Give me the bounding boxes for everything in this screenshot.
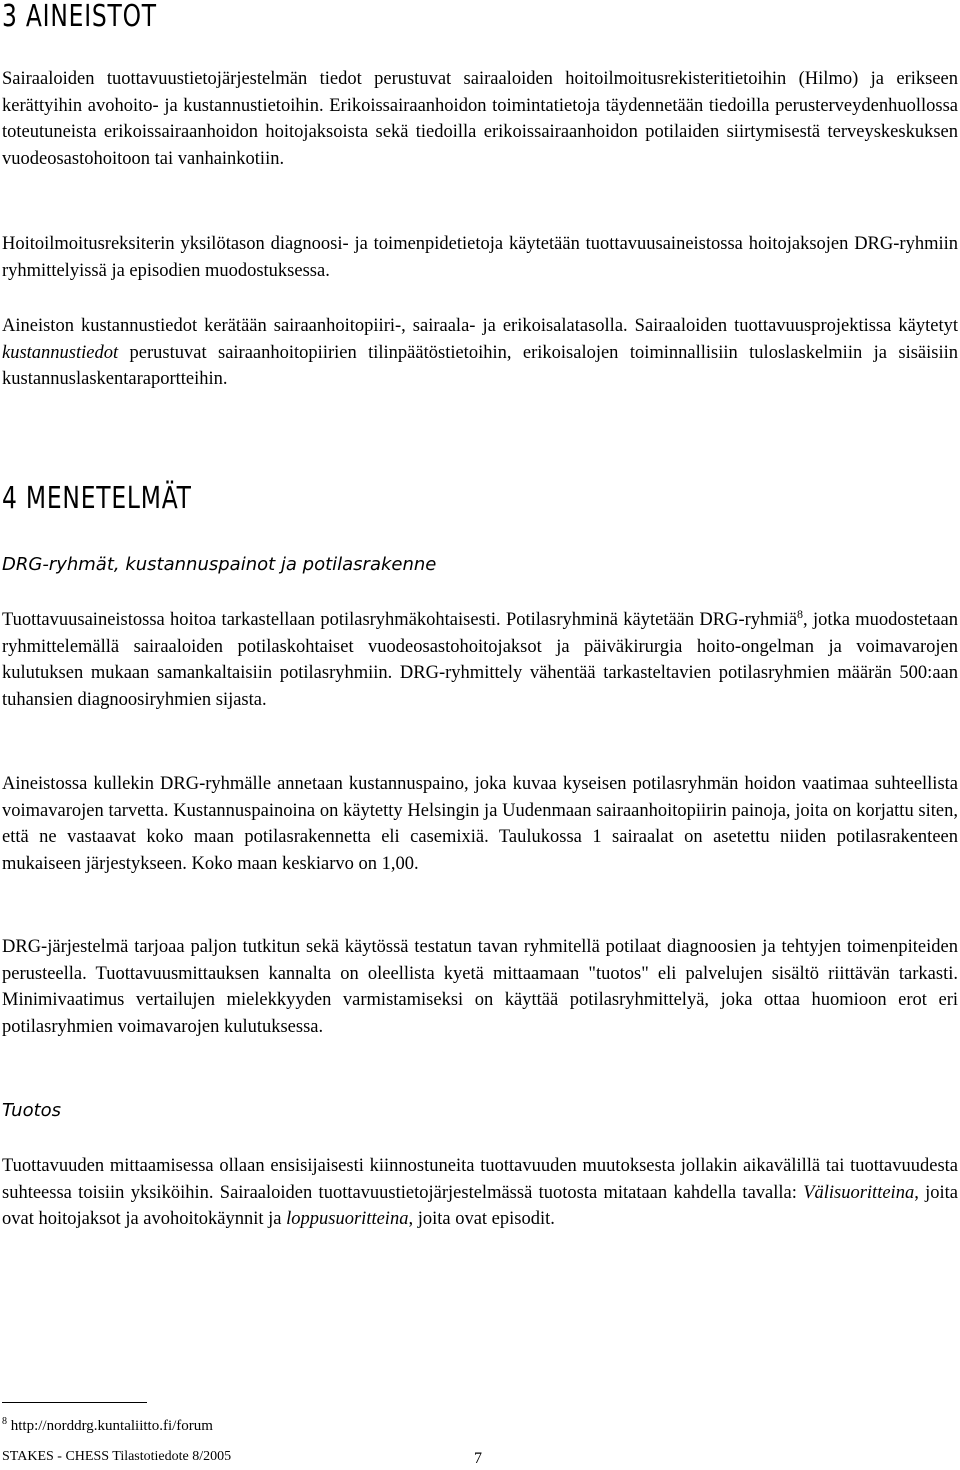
footnote-link[interactable]: http://norddrg.kuntaliitto.fi/forum — [7, 1418, 213, 1434]
paragraph-menetelmat-3 — [2, 934, 958, 1040]
paragraph-text: , jotka muodostetaan ryhmittelemällä sairaaloiden potilaskohtaiset vuodeosastohoitojaksot ja päiväkirurgia hoito-ongelman ja voimavarojen kulutuksen mukaan samankaltaisiin potilasryhmiin. DRG-ryhmittely vähentää tarkasteltavien potilasryhmien määrän 500:aan tuhansien diagnoosiryhmien sijasta. — [2, 610, 958, 710]
paragraph-text: , joita ovat hoitojaksot ja avohoitokäynnit ja — [2, 1182, 958, 1229]
footnote-reference: 8 — [797, 607, 804, 621]
paragraph-tuotos — [2, 1153, 958, 1233]
footnote-divider — [2, 1402, 147, 1403]
paragraph-menetelmat-2 — [2, 771, 958, 877]
paragraph-aineistot-2 — [2, 231, 958, 284]
paragraph-text: , joita ovat episodit. — [408, 1209, 555, 1229]
section-heading-aineistot: 3 AINEISTOT — [2, 0, 157, 34]
emphasized-term: Välisuoritteina — [803, 1182, 915, 1203]
paragraph-text: Tuottavuuden mittaamisessa ollaan ensisijaisesti kiinnostuneita tuottavuuden muutoksesta jollakin aikavälillä tai tuottavuudesta suhteessa toisiin yksiköihin. Sairaaloiden tuottavuustietojärjestelmässä tuotosta mitataan kahdella tavalla: — [2, 1156, 958, 1203]
subheading-tuotos: Tuotos — [2, 1100, 62, 1121]
paragraph-menetelmat-1 — [2, 607, 958, 713]
paragraph-text: Aineiston kustannustiedot kerätään sairaanhoitopiiri-, sairaala- ja erikoisalatasolla. Sairaaloiden tuottavuusprojektissa käytetyt — [2, 316, 958, 336]
page-number: 7 — [474, 1450, 482, 1467]
paragraph-text: Sairaaloiden tuottavuustietojärjestelmän tiedot perustuvat sairaaloiden hoitoilmoitusrekisteritietoihin (Hilmo) ja erikseen kerättyihin avohoito- ja kustannustietoihin. Erikoissairaanhoidon toimintatietoja täydennetään tiedoilla perusterveydenhuollossa toteutuneista erikoissairaanhoidon hoitojaksoista sekä tiedoilla erikoissairaanhoidon potilaiden siirtymisestä terveyskeskuksen vuodeosastohoitoon tai vanhainkotiin. — [2, 69, 958, 169]
paragraph-aineistot-1 — [2, 66, 958, 172]
footnote-number: 8 — [2, 1416, 7, 1427]
section-heading-menetelmat: 4 MENETELMÄT — [2, 481, 192, 516]
emphasized-term: loppusuoritteina — [286, 1209, 409, 1229]
subheading-drg: DRG-ryhmät, kustannuspainot ja potilasrakenne — [2, 554, 437, 575]
footnote — [2, 1412, 213, 1436]
paragraph-text: DRG-järjestelmä tarjoaa paljon tutkitun sekä käytössä testatun tavan ryhmitellä potilaat diagnoosien ja tehtyjen toimenpiteiden perusteella. Tuottavuusmittauksen kannalta on oleellista kyetä mittaamaan "tuotos" eli palvelujen sisältö riittävän tarkasti. Minimivaatimus vertailujen mielekkyyden varmistamiseksi on käyttää potilasryhmittelyä, joka ottaa huomioon erot eri potilasryhmien voimavarojen kulutuksessa. — [2, 937, 958, 1037]
paragraph-text: perustuvat sairaanhoitopiirien tilinpäätöstietoihin, erikoisalojen toiminnallisiin tuloslaskelmiin ja sisäisiin kustannuslaskentaraportteihin. — [2, 342, 958, 389]
paragraph-text: Tuottavuusaineistossa hoitoa tarkastellaan potilasryhmäkohtaisesti. Potilasryhminä käytetään DRG-ryhmiä — [2, 610, 798, 630]
paragraph-aineistot-3 — [2, 313, 958, 393]
footer-publication: STAKES - CHESS Tilastotiedote 8/2005 — [2, 1449, 232, 1464]
paragraph-text: Aineistossa kullekin DRG-ryhmälle annetaan kustannuspaino, joka kuvaa kyseisen potilasryhmän hoidon vaatimaa suhteellista voimavarojen tarvetta. Kustannuspainoina on käytetty Helsingin ja Uudenmaan sairaanhoitopiirin painoja, joita on korjattu siten, että ne vastaavat koko maan potilasrakennetta eli casemixiä. Taulukossa 1 sairaalat on asetettu niiden potilasrakenteen mukaiseen järjestykseen. Koko maan keskiarvo on 1,00. — [2, 774, 958, 874]
emphasized-term: kustannustiedot — [2, 342, 119, 363]
paragraph-text: Hoitoilmoitusreksiterin yksilötason diagnoosi- ja toimenpidetietoja käytetään tuottavuusaineistossa hoitojaksojen DRG-ryhmiin ryhmittelyissä ja episodien muodostuksessa. — [2, 234, 958, 281]
